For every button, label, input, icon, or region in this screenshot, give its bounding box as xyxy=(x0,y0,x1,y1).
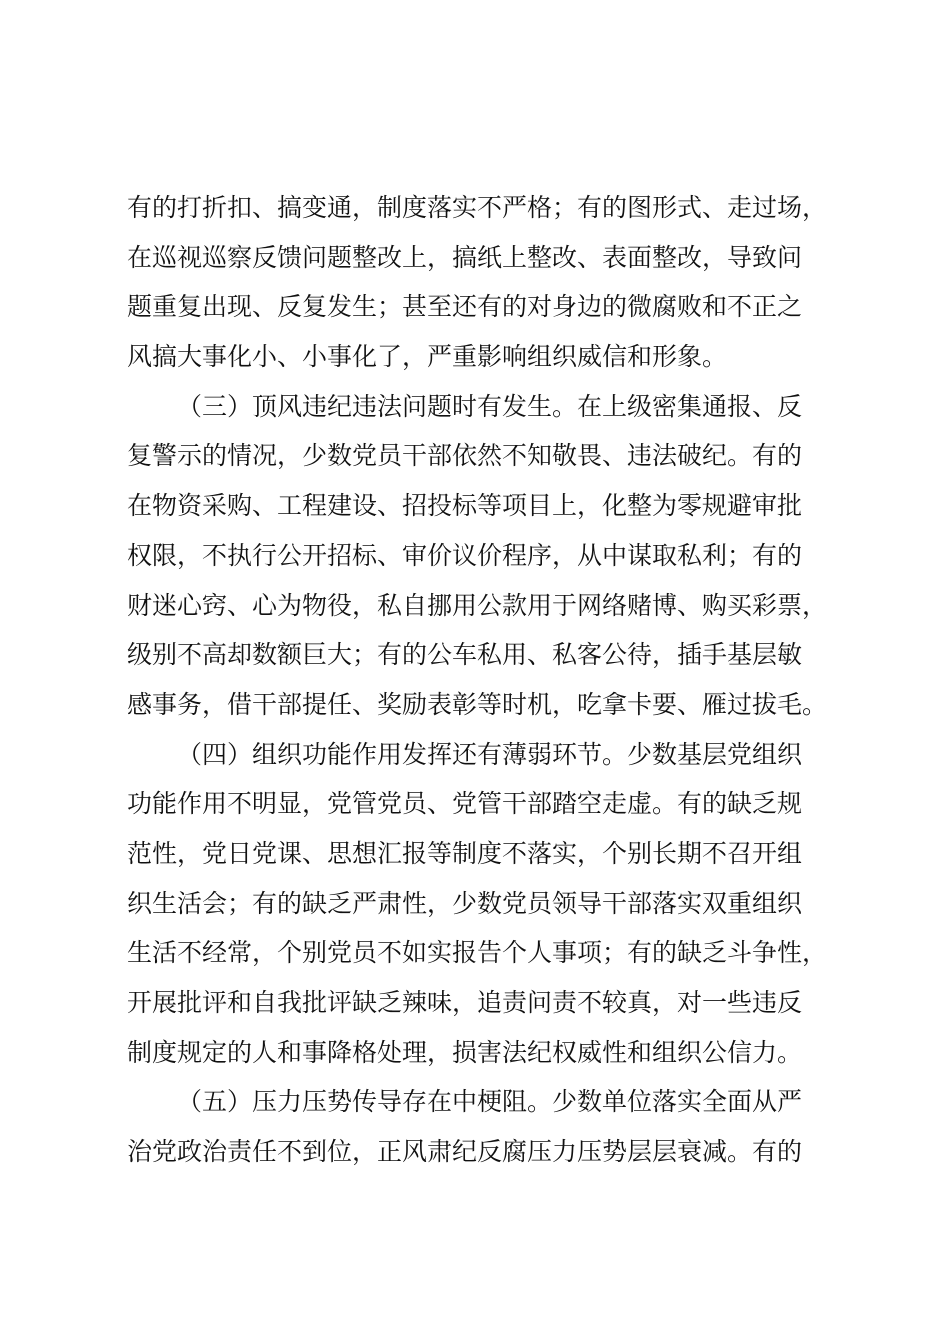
section-heading-line: （五）压力压势传导存在中梗阻。少数单位落实全面从严 xyxy=(177,1087,803,1117)
section-heading-line: （三）顶风违纪违法问题时有发生。在上级密集通报、反 xyxy=(177,391,803,421)
text-line: 权限，不执行公开招标、审价议价程序，从中谋取私利；有的 xyxy=(127,540,803,570)
document-body xyxy=(127,183,827,1177)
text-line: 治党政治责任不到位，正风肃纪反腐压力压势层层衰减。有的 xyxy=(127,1137,803,1167)
text-line: 级别不高却数额巨大；有的公车私用、私客公待，插手基层敏 xyxy=(127,640,803,670)
text-line: 在物资采购、工程建设、招投标等项目上，化整为零规避审批 xyxy=(127,491,803,521)
text-line: 生活不经常，个别党员不如实报告个人事项；有的缺乏斗争性， xyxy=(127,938,828,968)
text-line: 范性，党日党课、思想汇报等制度不落实，个别长期不召开组 xyxy=(127,838,803,868)
text-line: 制度规定的人和事降格处理，损害法纪权威性和组织公信力。 xyxy=(127,1037,803,1067)
text-line: 功能作用不明显，党管党员、党管干部踏空走虚。有的缺乏规 xyxy=(127,789,803,819)
text-line: 复警示的情况，少数党员干部依然不知敬畏、违法破纪。有的 xyxy=(127,441,803,471)
text-line: 风搞大事化小、小事化了，严重影响组织威信和形象。 xyxy=(127,342,728,372)
text-line: 题重复出现、反复发生；甚至还有的对身边的微腐败和不正之 xyxy=(127,292,803,322)
text-line: 有的打折扣、搞变通，制度落实不严格；有的图形式、走过场， xyxy=(127,193,828,222)
text-line: 织生活会；有的缺乏严肃性，少数党员领导干部落实双重组织 xyxy=(127,888,803,918)
text-line: 开展批评和自我批评缺乏辣味，追责问责不较真，对一些违反 xyxy=(127,988,803,1017)
text-line: 感事务，借干部提任、奖励表彰等时机，吃拿卡要、雁过拔毛。 xyxy=(127,689,828,719)
section-heading-line: （四）组织功能作用发挥还有薄弱环节。少数基层党组织 xyxy=(177,739,803,769)
text-line: 财迷心窍、心为物役，私自挪用公款用于网络赌博、购买彩票， xyxy=(127,590,828,620)
text-line: 在巡视巡察反馈问题整改上，搞纸上整改、表面整改，导致问 xyxy=(127,242,803,272)
